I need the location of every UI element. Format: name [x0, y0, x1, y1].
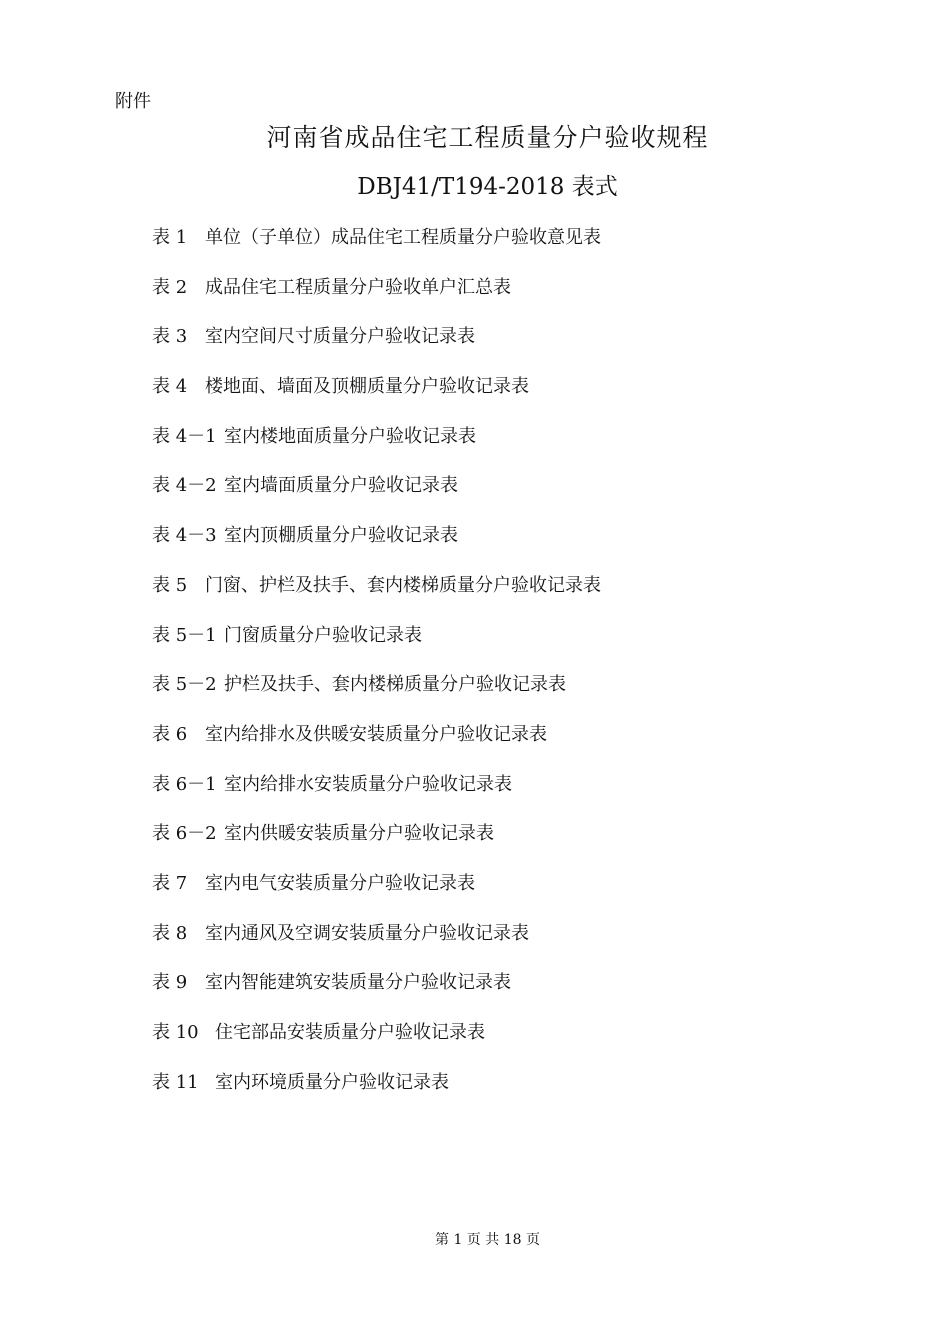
toc-item-number: 表 5 — [152, 574, 188, 596]
toc-item-title: 室内楼地面质量分户验收记录表 — [224, 425, 476, 447]
toc-item-title: 成品住宅工程质量分户验收单户汇总表 — [205, 276, 511, 298]
toc-item-number: 表 4－1 — [152, 425, 217, 447]
toc-item — [152, 1070, 601, 1120]
toc-item — [152, 871, 601, 921]
toc-item-title: 住宅部品安装质量分户验收记录表 — [215, 1022, 485, 1043]
toc-item — [152, 324, 601, 374]
toc-item — [152, 424, 601, 474]
toc-item-title: 单位（子单位）成品住宅工程质量分户验收意见表 — [205, 227, 601, 248]
toc-item-number: 表 6－2 — [152, 823, 217, 845]
page-number-footer: 第 1 页 共 18 页 — [435, 1232, 540, 1248]
toc-item — [152, 374, 601, 424]
toc-item-number: 表 4－3 — [152, 525, 217, 547]
toc-item-title: 室内顶棚质量分户验收记录表 — [224, 525, 458, 547]
toc-item-title: 楼地面、墙面及顶棚质量分户验收记录表 — [205, 376, 529, 398]
toc-item — [152, 722, 601, 772]
toc-item — [152, 573, 601, 623]
toc-item-number: 表 2 — [152, 276, 188, 298]
toc-item-title: 室内给排水及供暖安装质量分户验收记录表 — [205, 723, 547, 745]
toc-item-number: 表 1 — [152, 227, 188, 248]
toc-item-number: 表 3 — [152, 326, 188, 348]
toc-item-title: 室内环境质量分户验收记录表 — [215, 1071, 449, 1093]
toc-item-number: 表 8 — [152, 922, 188, 944]
toc-item — [152, 523, 601, 573]
document-title: 河南省成品住宅工程质量分户验收规程 — [266, 123, 709, 152]
toc-item — [152, 1020, 601, 1070]
toc-item — [152, 970, 601, 1020]
toc-item — [152, 225, 601, 275]
toc-item-title: 门窗质量分户验收记录表 — [224, 624, 422, 646]
toc-item-title: 室内给排水安装质量分户验收记录表 — [224, 773, 512, 795]
toc-item-title: 室内电气安装质量分户验收记录表 — [205, 872, 475, 894]
toc-item-title: 室内墙面质量分户验收记录表 — [224, 475, 458, 497]
toc-item-number: 表 5－2 — [152, 674, 217, 696]
toc-item-title: 护栏及扶手、套内楼梯质量分户验收记录表 — [224, 674, 566, 696]
document-subtitle: DBJ41/T194-2018 表式 — [357, 174, 618, 200]
annex-label: 附件 — [115, 91, 151, 112]
toc-item — [152, 275, 601, 325]
toc-item-title: 室内通风及空调安装质量分户验收记录表 — [205, 922, 529, 944]
toc-item-title: 室内供暖安装质量分户验收记录表 — [224, 823, 494, 845]
table-of-contents — [152, 225, 601, 1119]
toc-item-number: 表 7 — [152, 872, 188, 894]
toc-item-title: 室内智能建筑安装质量分户验收记录表 — [205, 972, 511, 994]
toc-item-number: 表 11 — [152, 1071, 199, 1093]
toc-item — [152, 821, 601, 871]
toc-item — [152, 473, 601, 523]
toc-item-number: 表 9 — [152, 972, 188, 994]
toc-item-number: 表 6－1 — [152, 773, 217, 795]
toc-item-title: 室内空间尺寸质量分户验收记录表 — [205, 326, 475, 348]
toc-item-number: 表 6 — [152, 723, 188, 745]
toc-item — [152, 623, 601, 673]
toc-item — [152, 672, 601, 722]
toc-item-number: 表 4 — [152, 376, 188, 398]
toc-item-number: 表 10 — [152, 1022, 199, 1043]
toc-item — [152, 921, 601, 971]
toc-item-number: 表 4－2 — [152, 475, 217, 497]
toc-item — [152, 772, 601, 822]
toc-item-number: 表 5－1 — [152, 624, 217, 646]
toc-item-title: 门窗、护栏及扶手、套内楼梯质量分户验收记录表 — [205, 574, 601, 596]
